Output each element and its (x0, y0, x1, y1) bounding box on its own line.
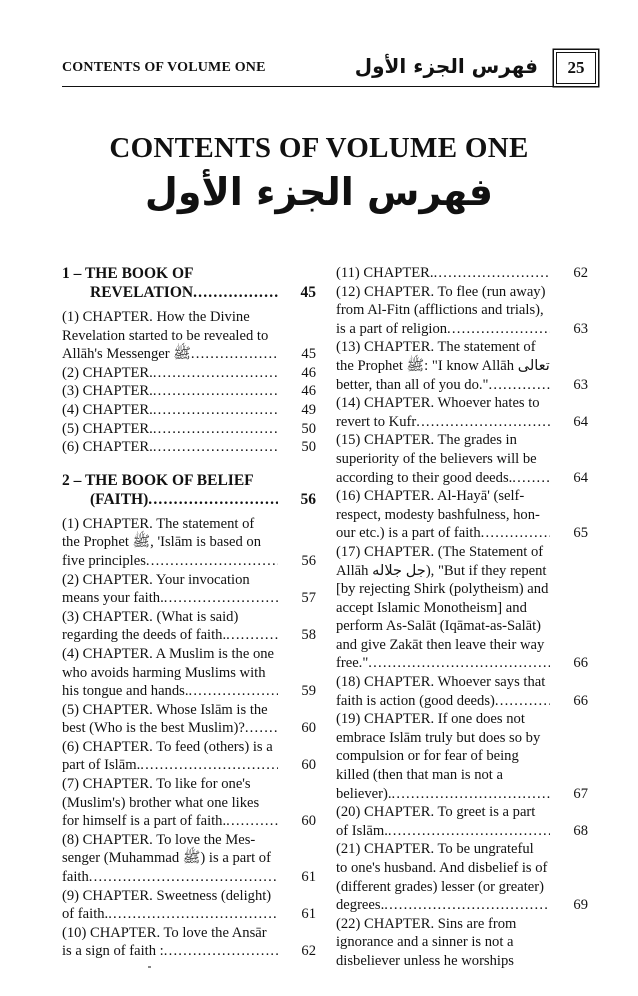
toc-entry-line: to one's husband. And disbelief is of (336, 860, 548, 876)
toc-entry-line: (6) CHAPTER. ..... (62, 438, 278, 457)
toc-entry-line: (13) CHAPTER. The statement of (336, 339, 536, 356)
page-ref: 66 (573, 692, 588, 709)
toc-entry (62, 608, 316, 645)
toc-entry-line: means your faith. ..... (62, 589, 278, 608)
toc-entry-line: free." ..... (336, 654, 550, 673)
toc-entry-line: (1) CHAPTER. How the Divine (62, 309, 250, 325)
toc-entry-line: faith ..... (62, 868, 278, 887)
page-ref: 65 (573, 525, 588, 542)
page-ref: 66 (573, 655, 588, 672)
toc-entry-line: who avoids harming Muslims with (62, 664, 266, 681)
toc-entry (62, 382, 316, 401)
running-header (62, 54, 596, 87)
book-heading-line: (FAITH) ..... (62, 490, 278, 509)
page-ref: 50 (301, 439, 316, 456)
toc-entry (62, 775, 316, 831)
toc-entry-line: (10) CHAPTER. To love the Ansār (62, 924, 267, 941)
toc-entry-line: killed (then that man is not a (336, 767, 503, 784)
toc-entry (336, 264, 588, 283)
toc-entry (336, 803, 588, 840)
toc-entry-line: believer). ..... (336, 785, 550, 804)
toc-entry-line: the Prophet ﷺ, 'Islām is based on (62, 534, 262, 551)
toc-entry-line: of Islām. ..... (336, 822, 550, 841)
toc-entry-line: (4) CHAPTER. ..... (62, 401, 278, 420)
toc-entry (62, 831, 316, 887)
toc-entry (62, 420, 316, 439)
toc-entry (62, 924, 316, 961)
toc-entry-line: regarding the deeds of faith. ..... (62, 626, 278, 645)
toc-entry-line: (8) CHAPTER. To love the Mes- (62, 831, 256, 848)
toc-entry-line: (6) CHAPTER. To feed (others) is a (62, 738, 273, 755)
toc-entry-line: disbeliever unless he worships (336, 952, 514, 969)
book-heading-line: 2 – THE BOOK OF BELIEF (62, 471, 254, 489)
toc-entry (62, 701, 316, 738)
toc-entry-line: (7) CHAPTER. To like for one's (62, 776, 251, 793)
toc-entry-line: ignorance and a sinner is not a (336, 934, 514, 951)
toc-entry-line: superiority of the believers will be (336, 450, 537, 467)
toc-entry-line: (2) CHAPTER. ..... (62, 364, 278, 383)
toc-entry (336, 338, 588, 394)
toc-entry-line: accept Islamic Monotheism] and (336, 599, 527, 616)
toc-entry-line: (3) CHAPTER. ..... (62, 382, 278, 401)
chapter-list-belief-continued (336, 264, 588, 971)
toc-entry-line: (22) CHAPTER. Sins are from (336, 915, 517, 932)
toc-entry-line: (1) CHAPTER. The statement of (62, 515, 255, 532)
toc-entry (62, 515, 316, 571)
page-ref: 67 (573, 785, 588, 802)
page-ref: 60 (301, 757, 316, 774)
toc-entry-line: [by rejecting Shirk (polytheism) and (336, 581, 549, 598)
page-ref: 64 (573, 413, 588, 430)
toc-entry-line: (3) CHAPTER. (What is said) (62, 608, 239, 625)
toc-entry (62, 645, 316, 701)
toc-entry (62, 571, 316, 608)
page-ref: 46 (301, 364, 316, 381)
page-ref: 68 (573, 822, 588, 839)
toc-entry-line: (19) CHAPTER. If one does not (336, 711, 525, 728)
running-title: CONTENTS OF VOLUME ONE (62, 60, 266, 75)
toc-entry-line: perform As-Salāt (Iqāmat-as-Salāt) (336, 618, 542, 635)
page-ref: 50 (301, 420, 316, 437)
toc-entry (336, 710, 588, 803)
toc-entry (62, 738, 316, 775)
toc-entry-line: (18) CHAPTER. Whoever says that (336, 674, 546, 691)
toc-entry-line: respect, modesty bashfulness, hon- (336, 506, 540, 523)
toc-entry-line: better, than all of you do." ..... (336, 376, 550, 395)
toc-entry-line: Allāh جل جلاله), "But if they repent (336, 562, 547, 579)
toc-entry-line: (2) CHAPTER. Your invocation (62, 571, 250, 588)
page-ref: 45 (300, 284, 316, 301)
toc-entry-line: according to their good deeds. ..... (336, 469, 550, 488)
toc-entry (336, 431, 588, 487)
toc-entry-line: embrace Islām truly but does so by (336, 729, 541, 746)
toc-entry-line: of faith. ..... (62, 905, 278, 924)
right-column (336, 264, 588, 971)
toc-entry-line: part of Islām. ..... (62, 756, 278, 775)
toc-entry-line: (12) CHAPTER. To flee (run away) (336, 283, 546, 300)
toc-entry-line: the Prophet ﷺ: "I know Allāh تعالى (336, 357, 550, 374)
page-ref: 57 (301, 590, 316, 607)
page-ref: 61 (301, 906, 316, 923)
toc-entry-line: Allāh's Messenger ﷺ ..... (62, 345, 278, 364)
toc-entry (336, 915, 588, 971)
chapter-list-belief (62, 515, 316, 961)
page-ref: 60 (301, 813, 316, 830)
toc-entry-line: (9) CHAPTER. Sweetness (delight) (62, 887, 272, 904)
book-heading-belief (62, 471, 316, 509)
arabic-running-title: فهرس الجزء الأول (354, 54, 538, 78)
page-ref: 49 (301, 401, 316, 418)
toc-entry (336, 487, 588, 543)
toc-entry-line: (5) CHAPTER. Whose Islām is the (62, 701, 268, 718)
page-ref: 56 (300, 490, 316, 508)
toc-entry-line: is a sign of faith : ..... (62, 942, 278, 961)
page-ref: 56 (301, 552, 316, 569)
toc-entry-line: his tongue and hands. ..... (62, 682, 278, 701)
toc-entry-line: from Al-Fitn (afflictions and trials), (336, 302, 544, 319)
toc-entry (62, 308, 316, 364)
toc-entry-line: (14) CHAPTER. Whoever hates to (336, 395, 540, 412)
book-heading-line: REVELATION ..... (62, 283, 278, 302)
toc-entry-line: (Muslim's) brother what one likes (62, 794, 260, 811)
page-ref: 46 (301, 383, 316, 400)
toc-entry (336, 673, 588, 710)
toc-entry-line: (4) CHAPTER. A Muslim is the one (62, 645, 275, 662)
toc-entry-line: (21) CHAPTER. To be ungrateful (336, 841, 534, 858)
toc-entry (62, 887, 316, 924)
page-ref: 69 (573, 897, 588, 914)
left-column (62, 264, 316, 961)
page-title: CONTENTS OF VOLUME ONE (109, 132, 529, 164)
toc-entry (62, 438, 316, 457)
book-heading-revelation (62, 264, 316, 302)
toc-entry-line: (16) CHAPTER. Al-Hayā' (self- (336, 488, 525, 505)
toc-entry (336, 394, 588, 431)
toc-entry-line: faith is action (good deeds) ..... (336, 692, 550, 711)
toc-entry (336, 840, 588, 914)
toc-entry-line: (15) CHAPTER. The grades in (336, 432, 517, 449)
toc-entry (62, 401, 316, 420)
page-ref: 63 (573, 376, 588, 393)
chapter-list-revelation (62, 308, 316, 457)
toc-entry-line: (different grades) lesser (or greater) (336, 878, 544, 895)
page-ref: 64 (573, 469, 588, 486)
page-ref: 60 (301, 720, 316, 737)
toc-entry-line: our etc.) is a part of faith ..... (336, 524, 550, 543)
toc-entry-line: compulsion or for fear of being (336, 748, 519, 765)
toc-entry-line: is a part of religion ..... (336, 320, 550, 339)
page-ref: 62 (301, 943, 316, 960)
toc-entry-line: revert to Kufr ..... (336, 413, 550, 432)
toc-entry-line: best (Who is the best Muslim)? ..... (62, 719, 278, 738)
toc-entry-line: (17) CHAPTER. (The Statement of (336, 543, 544, 560)
toc-entry-line: degrees. ..... (336, 896, 550, 915)
toc-entry (336, 543, 588, 673)
page-ref: 58 (301, 627, 316, 644)
toc-entry-line: (11) CHAPTER. ..... (336, 264, 550, 283)
page-ref: 63 (573, 320, 588, 337)
book-heading-line: 1 – THE BOOK OF (62, 265, 194, 282)
toc-entry-line: five principles ..... (62, 552, 278, 571)
page-ref: 61 (301, 869, 316, 886)
toc-entry (336, 283, 588, 339)
print-mark (148, 966, 151, 968)
page-ref: 62 (573, 265, 588, 281)
page-ref: 45 (301, 346, 316, 363)
page-number: 25 (556, 52, 596, 84)
arabic-page-title: فهرس الجزء الأول (144, 170, 494, 214)
toc-entry-line: Revelation started to be revealed to (62, 327, 269, 344)
page-ref: 59 (301, 683, 316, 700)
toc-entry (62, 364, 316, 383)
toc-entry-line: (20) CHAPTER. To greet is a part (336, 804, 536, 821)
toc-entry-line: for himself is a part of faith. ..... (62, 812, 278, 831)
toc-entry-line: senger (Muhammad ﷺ) is a part of (62, 850, 271, 867)
toc-entry-line: (5) CHAPTER. ..... (62, 420, 278, 439)
toc-entry-line: and give Zakāt then leave their way (336, 636, 545, 653)
